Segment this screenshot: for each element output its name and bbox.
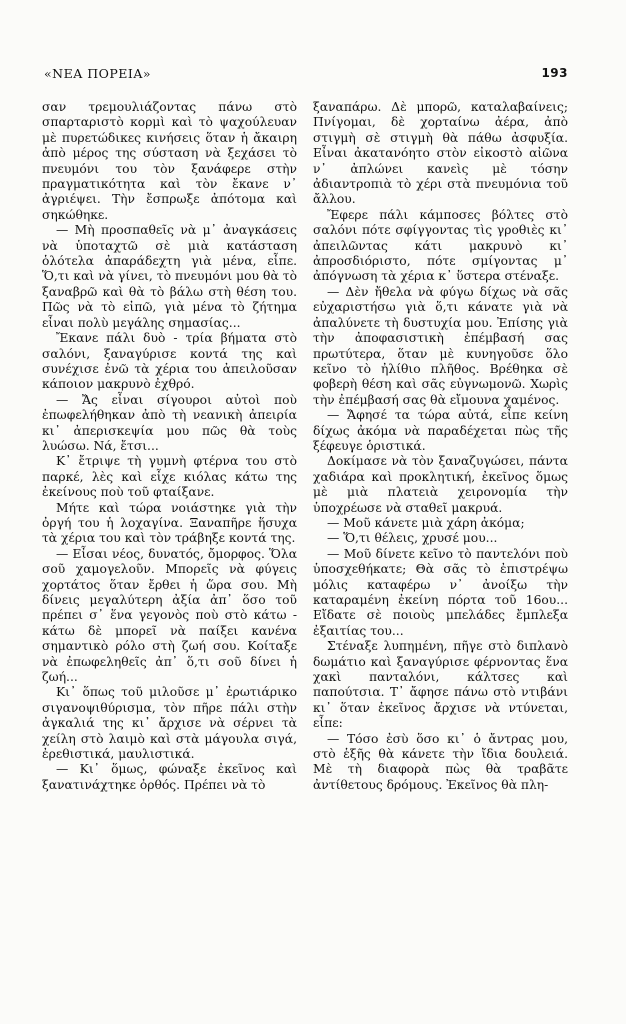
running-head (44, 66, 568, 81)
page-number: 193 (541, 66, 568, 80)
paragraph: — Μοῦ κάνετε μιὰ χάρη ἀκόμα; (327, 515, 525, 530)
paragraph: — Κι᾿ ὅμως, φώναξε ἐκεῖνος καὶ ξανατινάχτηκε ὀρθός. Πρέπει νὰ τὸ (42, 762, 297, 792)
right-column (313, 100, 568, 793)
paragraph: Ἔκανε πάλι δυὸ - τρία βήματα στὸ σαλόνι, ξαναγύρισε κοντά της καὶ συνέχισε ἐνῶ τὰ χέρια του ἀπειλοῦσαν κάποιον μακρυνὸ ἐχθρό. (42, 331, 297, 392)
journal-title: «ΝΕΑ ΠΟΡΕΙΑ» (44, 66, 152, 81)
paragraph: — Ἄς εἶναι σίγουροι αὐτοὶ ποὺ ἐπωφελήθηκαν ἀπὸ τὴ νεανικὴ ἀπειρία κι᾿ ἀπερισκεψία μου πῶς θὰ τοὺς λυώσω. Νά, ἔτσι... (42, 392, 297, 453)
paragraph: ξαναπάρω. Δὲ μπορῶ, καταλαβαίνεις; Πνίγομαι, δὲ χορταίνω ἀέρα, ἀπὸ στιγμὴ σὲ στιγμὴ θὰ πάθω ἀσφυξία. Εἶναι ἀκατανόητο στὸν εἰκοστὸ αἰῶνα ν᾿ ἀπλώνει κανεὶς μὲ τόσην ἀδιαντροπιὰ τὸ χέρι στὰ πνευμόνια τοῦ ἄλλου. (313, 100, 568, 207)
left-column (42, 100, 297, 793)
paragraph: Μήτε καὶ τώρα νοιάστηκε γιὰ τὴν ὀργή του ἡ λοχαγίνα. Ξαναπῆρε ἥσυχα τὰ χέρια του καὶ τὸν τράβηξε κοντά της. (42, 500, 297, 546)
paragraph: — Ἄφησέ τα τώρα αὐτά, εἶπε κείνη δίχως ἀκόμα νὰ παραδέχεται πὼς τῆς ξέφευγε ὁριστικά. (313, 408, 568, 453)
paragraph: — Δὲν ἤθελα νὰ φύγω δίχως νὰ σᾶς εὐχαριστήσω γιὰ ὅ,τι κάνατε γιὰ νὰ ἀπαλύνετε τὴ δυστυχία μου. Ἐπίσης γιὰ τὴν ἀποφασιστικὴ ἐπέμβασή σας πρωτύτερα, ὅταν μὲ κυνηγοῦσε ὅλο κεῖνο τὸ ἠλίθιο πλῆθος. Βρέθηκα σὲ φοβερὴ θέση καὶ σᾶς εὐγνωμονῶ. Χωρὶς τὴν ἐπέμβασή σας θὰ εἴμουνα χαμένος. (313, 284, 568, 407)
paragraph: Κ᾿ ἔτριψε τὴ γυμνὴ φτέρνα του στὸ παρκέ, λὲς καὶ εἶχε κιόλας κάτω της ἐκείνους ποὺ τοῦ φταίξανε. (42, 454, 297, 500)
paragraph: σαν τρεμουλιάζοντας πάνω στὸ σπαρταριστὸ κορμὶ καὶ τὸ ψαχούλευαν μὲ πυρετώδικες κινήσεις ὅταν ἡ ἄκαιρη ἀπὸ μέρος της σύσταση νὰ ξεχάσει τὸ πνευμόνι του τὸν ξανάφερε στὴν πραγματικότητα καὶ τὸν ἔκανε ν᾿ ἀγριέψει. Τὴν ἔσπρωξε ἀπότομα καὶ σηκώθηκε. (42, 100, 297, 222)
paragraph: Ἔφερε πάλι κάμποσες βόλτες στὸ σαλόνι πότε σφίγγοντας τὶς γροθιὲς κι᾿ ἀπειλῶντας κάτι μακρυνὸ κι᾿ ἀπροσδιόριστο, πότε σμίγοντας μ᾿ ἀπόγνωση τὰ χέρια κ᾿ ὕστερα στέναξε. (313, 207, 568, 284)
paragraph: Στέναξε λυπημένη, πῆγε στὸ διπλανὸ δωμάτιο καὶ ξαναγύρισε φέρνοντας ἕνα χακὶ πανταλόνι, κάλτσες καὶ παπούτσια. Τ᾿ ἄφησε πάνω στὸ ντιβάνι κι᾿ ὅταν ἐκεῖνος ἄρχισε νὰ ντύνεται, εἶπε: (313, 639, 568, 731)
paragraph: Κι᾿ ὅπως τοῦ μιλοῦσε μ᾿ ἐρωτιάρικο σιγανοψιθύρισμα, τὸν πῆρε πάλι στὴν ἀγκαλιά της κι᾿ ἄρχισε νὰ σέρνει τὰ χείλη στὸ λαιμὸ καὶ στὰ μάγουλα σιγά, ἐρεθιστικά, μαυλιστικά. (42, 685, 297, 762)
paragraph: — Εἶσαι νέος, δυνατός, ὄμορφος. Ὅλα σοῦ χαμογελοῦν. Μπορεῖς νὰ φύγεις χορτάτος ὅταν ἔρθει ἡ ὥρα σου. Μὴ δίνεις μεγαλύτερη ἀξία ἀπ᾿ ὅσο τοῦ πρέπει σ᾿ ἕνα γεγονὸς ποὺ στὸ κάτω - κάτω δὲ μπορεῖ νὰ παίξει κανένα σημαντικὸ ρόλο στὴ ζωή σου. Κοίταξε νὰ ἐπωφεληθεῖς ἀπ᾿ ὅ,τι σοῦ δίνει ἡ ζωή... (42, 546, 297, 685)
paragraph: Δοκίμασε νὰ τὸν ξαναζυγώσει, πάντα χαδιάρα καὶ προκλητική, ἐκεῖνος ὅμως μὲ μιὰ πλατειὰ χειρονομία τὴν ὑποχρέωσε νὰ σταθεῖ μακρυά. (313, 454, 568, 515)
paragraph: — Μοῦ δίνετε κεῖνο τὸ παντελόνι ποὺ ὑποσχεθήκατε; Θὰ σᾶς τὸ ἐπιστρέψω μόλις καταφέρω ν᾿ ἀνοίξω τὴν καταραμένη ἐκείνη πόρτα τοῦ 16ου... Εἴδατε σὲ ποιοὺς μπελάδες ἔμπλεξα ἐξαιτίας του... (313, 546, 568, 638)
paragraph: — Ὅ,τι θέλεις, χρυσέ μου... (327, 531, 498, 546)
paragraph: — Τόσο ἐσὺ ὅσο κι᾿ ὁ ἄντρας μου, στὸ ἑξῆς θὰ κάνετε τὴν ἴδια δουλειά. Μὲ τὴ διαφορὰ πὼς θὰ τραβᾶτε ἀντίθετους δρόμους. Ἐκεῖνος θὰ πλη- (313, 731, 568, 792)
paragraph: — Μὴ προσπαθεῖς νὰ μ᾿ ἀναγκάσεις νὰ ὑποταχτῶ σὲ μιὰ κατάσταση ὁλότελα ἀπαράδεχτη γιὰ μένα, εἶπε. Ὅ,τι καὶ νὰ γίνει, τὸ πνευμόνι μου θὰ τὸ ξαναβρῶ καὶ θὰ τὸ βάλω στὴ θέση του. Πῶς νὰ τὸ εἰπῶ, γιὰ μένα τὸ ζήτημα εἶναι πολὺ μεγάλης σημασίας... (42, 223, 297, 330)
